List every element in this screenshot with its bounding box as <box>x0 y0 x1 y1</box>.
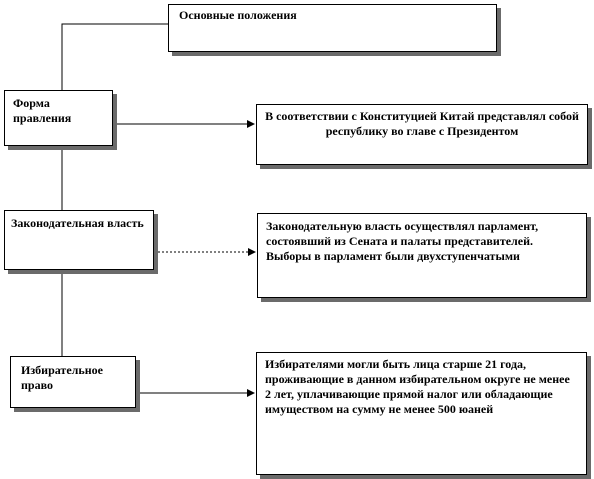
title-text: Основные положения <box>179 8 297 22</box>
node-description-suffrage <box>256 352 587 475</box>
node-description-text: Избирателями могли быть лица старше 21 года, проживающие в данном избирательном округе не менее 2 лет, уплачивающие прямой налог или обладающие имуществом на сумму не менее 500 юаней <box>265 357 570 416</box>
title-box <box>168 4 497 52</box>
node-box-legislature <box>4 210 154 270</box>
node-description-text: В соответствии с Конституцией Китай представлял собой республику во главе с Президентом <box>265 109 579 138</box>
node-label: Законодательная власть <box>11 216 144 230</box>
node-label: Форма правления <box>13 96 72 125</box>
node-description-legislature <box>257 213 587 298</box>
node-label: Избирательное право <box>21 363 103 392</box>
node-description-text: Законодательную власть осуществлял парламент, состоявший из Сената и палаты представителей. Выборы в парламент были двухступенчатыми <box>266 219 539 263</box>
node-description-form-of-government <box>256 104 588 165</box>
node-box-form-of-government <box>4 90 113 146</box>
node-box-suffrage <box>10 356 136 408</box>
connector-title-trunk <box>62 24 168 90</box>
